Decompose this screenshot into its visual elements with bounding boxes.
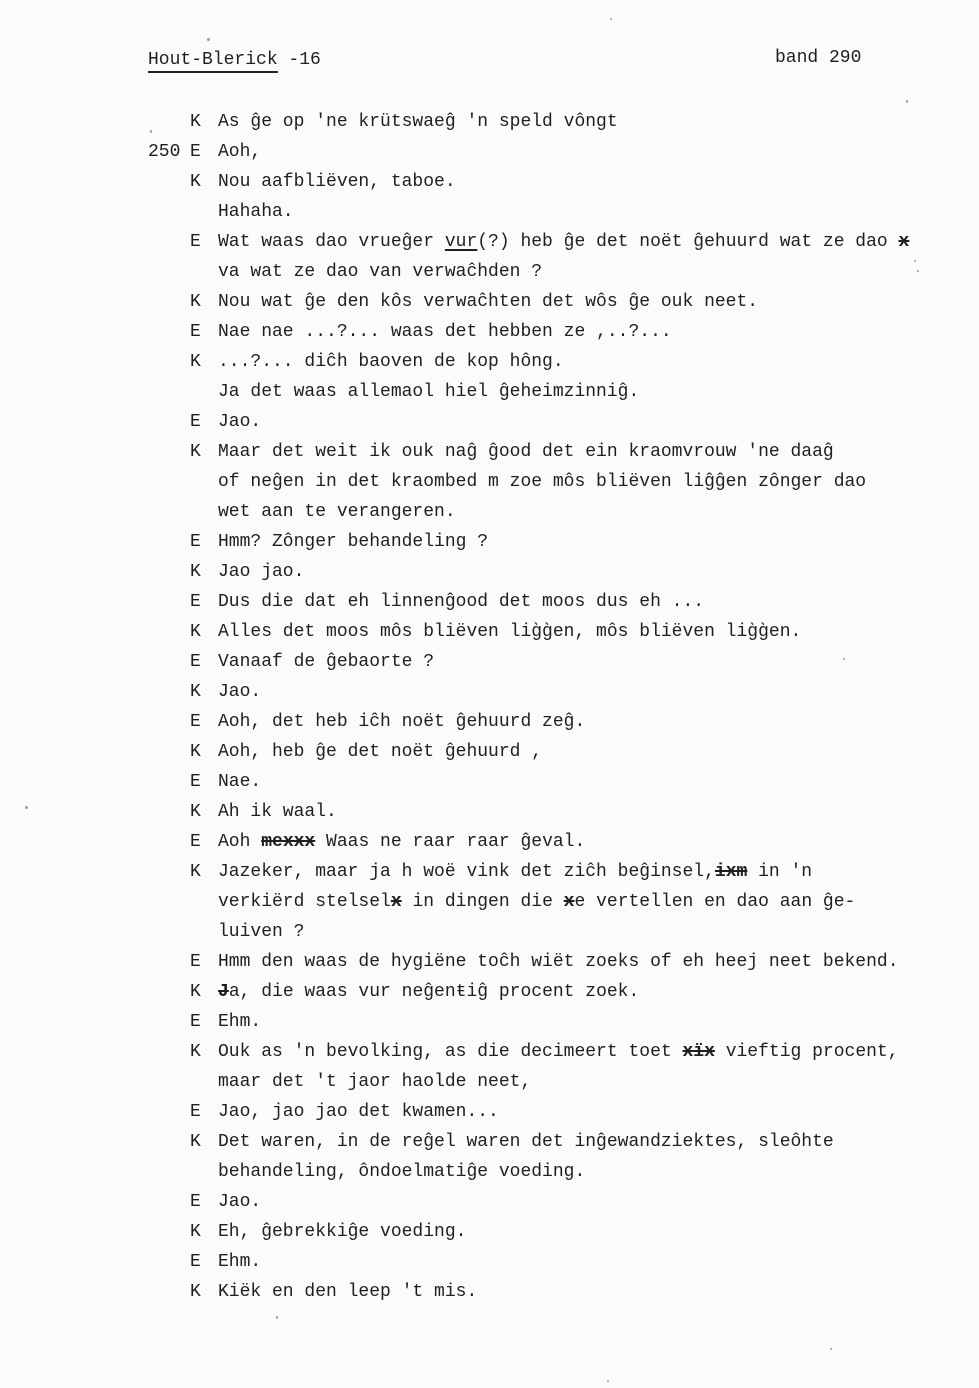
speaker-label: E [190, 652, 201, 672]
line-text [218, 1012, 261, 1032]
line-text [218, 862, 812, 882]
speaker-label: E [190, 322, 201, 342]
text-segment: in dingen die [401, 892, 564, 912]
text-segment: Vanaaf de ĝebaorte ? [218, 652, 435, 672]
line-text [218, 352, 564, 372]
transcript-line [0, 1012, 979, 1042]
scan-speckle [906, 100, 908, 103]
overstruck-word: J [218, 982, 229, 1002]
speaker-label: K [190, 352, 201, 372]
speaker-label: K [190, 1042, 201, 1062]
text-segment: Jao. [218, 682, 262, 702]
text-segment: Alles det moos môs bliëven lig̀g̀en, môs bliëven lig̀g̀en. [218, 622, 802, 642]
band-label: band 290 [775, 48, 862, 68]
text-segment: Dus die dat eh linnenĝood det moos dus eh ... [218, 592, 705, 612]
text-segment: Ehm. [218, 1012, 262, 1032]
transcript-line [0, 292, 979, 322]
line-text [218, 502, 456, 522]
transcript-line [0, 952, 979, 982]
document-title [148, 50, 321, 70]
transcript-line [0, 1192, 979, 1222]
text-segment: Aoh, [218, 142, 262, 162]
overstruck-word: x [563, 892, 575, 912]
text-segment: Nou wat ĝe den kôs verwaĉhten det wôs ĝe ouk neet. [218, 292, 759, 312]
line-text [218, 142, 261, 162]
text-segment: Aoh, det heb iĉh noët ĝehuurd zeĝ. [218, 712, 586, 732]
text-segment: Jao, jao jao det kwamen... [218, 1102, 499, 1122]
text-segment: Ehm. [218, 1252, 262, 1272]
transcript-line [0, 562, 979, 592]
line-text [218, 802, 337, 822]
transcript-line [0, 532, 979, 562]
text-segment: (?) heb ĝe det noët ĝehuurd wat ze dao [477, 232, 899, 252]
line-text [218, 1132, 834, 1152]
text-segment: Aoh [218, 832, 262, 852]
line-text [218, 622, 801, 642]
line-text [218, 1042, 899, 1062]
line-text [218, 532, 488, 552]
line-text [218, 892, 855, 912]
line-text [218, 172, 456, 192]
speaker-label: E [190, 412, 201, 432]
text-segment: luiven ? [218, 922, 305, 942]
transcript-line [0, 442, 979, 472]
speaker-label: E [190, 1252, 201, 1272]
scan-speckle [207, 38, 210, 41]
transcript-line [0, 862, 979, 892]
speaker-label: K [190, 442, 201, 462]
line-text [218, 1102, 499, 1122]
speaker-label: K [190, 982, 201, 1002]
text-segment: Kiëk en den leep 't mis. [218, 1282, 478, 1302]
transcript-line [0, 322, 979, 352]
scan-speckle [917, 270, 919, 272]
line-text [218, 322, 672, 342]
scan-speckle [25, 806, 28, 809]
transcript-line [0, 142, 979, 172]
speaker-label: E [190, 712, 201, 732]
text-segment: Det waren, in de reĝel waren det inĝewandziektes, sleôhte [218, 1132, 834, 1152]
transcript-line [0, 682, 979, 712]
speaker-label: E [190, 592, 201, 612]
text-segment: Aoh, heb ĝe det noët ĝehuurd , [218, 742, 543, 762]
transcript-line [0, 802, 979, 832]
text-segment: Hmm? Zônger behandeling ? [218, 532, 489, 552]
line-text [218, 442, 834, 462]
transcript-line [0, 1132, 979, 1162]
text-segment: Nou aafbliëven, taboe. [218, 172, 456, 192]
transcript-line [0, 472, 979, 502]
document-title-number: -16 [277, 50, 321, 70]
text-segment: maar det 't jaor haolde neet, [218, 1072, 532, 1092]
scan-speckle [843, 658, 845, 660]
transcript-line [0, 232, 979, 262]
text-segment: Hahaha. [218, 202, 294, 222]
text-segment: Jao jao. [218, 562, 305, 582]
text-segment: Jao. [218, 1192, 262, 1212]
line-text [218, 292, 758, 312]
speaker-label: K [190, 562, 201, 582]
transcript-line [0, 1282, 979, 1312]
line-text [218, 232, 909, 252]
text-segment: Wat waas dao vrueĝer [218, 232, 445, 252]
transcript-line [0, 592, 979, 622]
speaker-label: K [190, 862, 201, 882]
line-text [218, 832, 585, 852]
scan-speckle [914, 260, 916, 262]
speaker-label: E [190, 142, 201, 162]
text-segment: As ĝe op 'ne krütswaeĝ 'n speld vôngt [218, 112, 618, 132]
transcript-line [0, 1072, 979, 1102]
line-text [218, 922, 304, 942]
transcript-line [0, 622, 979, 652]
line-text [218, 112, 618, 132]
text-segment: va wat ze dao van verwaĉhden ? [218, 262, 543, 282]
speaker-label: E [190, 232, 201, 252]
line-text [218, 982, 639, 1002]
scan-speckle [830, 1348, 832, 1350]
speaker-label: E [190, 772, 201, 792]
line-text [218, 1162, 585, 1182]
overstruck-word: x [898, 232, 910, 252]
overstruck-word: mexxx [261, 832, 316, 852]
line-text [218, 562, 304, 582]
transcript-line [0, 652, 979, 682]
line-text [218, 202, 294, 222]
transcript [0, 112, 979, 1312]
scan-speckle [276, 1316, 278, 1319]
transcript-line [0, 892, 979, 922]
transcript-line [0, 742, 979, 772]
line-text [218, 952, 899, 972]
line-text [218, 382, 639, 402]
line-text [218, 472, 866, 492]
document-title-place: Hout-Blerick [148, 50, 278, 73]
scan-speckle [150, 130, 152, 133]
speaker-label: K [190, 682, 201, 702]
text-segment: vieftig procent, [714, 1042, 899, 1062]
transcript-line [0, 1252, 979, 1282]
transcript-line [0, 1162, 979, 1192]
text-segment: verkiërd stelsel [218, 892, 391, 912]
line-text [218, 262, 542, 282]
overstruck-word: xïx [682, 1042, 715, 1062]
speaker-label: K [190, 802, 201, 822]
text-segment: e vertellen en dao aan ĝe- [574, 892, 856, 912]
line-number: 250 [148, 142, 181, 162]
speaker-label: K [190, 622, 201, 642]
text-segment: wet aan te verangeren. [218, 502, 456, 522]
scan-speckle [610, 18, 612, 20]
text-segment: of neĝen in det kraombed m zoe môs bliëven liĝĝen zônger dao [218, 472, 867, 492]
transcript-line [0, 112, 979, 142]
line-text [218, 772, 261, 792]
overstruck-word: x [390, 892, 402, 912]
line-text [218, 1282, 477, 1302]
overstruck-word: ixm [714, 862, 748, 882]
text-segment: Maar det weit ik ouk naĝ ĝood det ein kraomvrouw 'ne daaĝ [218, 442, 834, 462]
text-segment: Ouk as 'n bevolking, as die decimeert toet [218, 1042, 683, 1062]
line-text [218, 1222, 466, 1242]
line-text [218, 412, 261, 432]
transcript-line [0, 832, 979, 862]
speaker-label: E [190, 1102, 201, 1122]
line-text [218, 682, 261, 702]
text-segment: Hmm den waas de hygiëne toĉh wiët zoeks of eh heej neet bekend. [218, 952, 899, 972]
speaker-label: K [190, 1222, 201, 1242]
transcript-line [0, 772, 979, 802]
text-segment: Jazeker, maar ja h woë vink det ziĉh beĝinsel, [218, 862, 715, 882]
speaker-label: E [190, 532, 201, 552]
line-text [218, 1252, 261, 1272]
speaker-label: K [190, 112, 201, 132]
text-segment: a, die waas vur neĝenŧiĝ procent zoek. [228, 982, 640, 1002]
text-segment: Jao. [218, 412, 262, 432]
scan-speckle [607, 1380, 609, 1382]
speaker-label: K [190, 292, 201, 312]
speaker-label: E [190, 832, 201, 852]
transcript-line [0, 982, 979, 1012]
speaker-label: K [190, 742, 201, 762]
text-segment: Waas ne raar raar ĝeval. [315, 832, 586, 852]
speaker-label: K [190, 1132, 201, 1152]
transcript-line [0, 1042, 979, 1072]
speaker-label: E [190, 1012, 201, 1032]
text-segment: Nae. [218, 772, 262, 792]
line-text [218, 712, 585, 732]
text-segment: Ja det waas allemaol hiel ĝeheimzinniĝ. [218, 382, 640, 402]
line-text [218, 1072, 531, 1092]
text-segment: Eh, ĝebrekkiĝe voeding. [218, 1222, 467, 1242]
transcript-line [0, 712, 979, 742]
transcript-line [0, 352, 979, 382]
line-text [218, 652, 434, 672]
transcript-line [0, 202, 979, 232]
speaker-label: E [190, 1192, 201, 1212]
line-text [218, 592, 704, 612]
text-segment: Nae nae ...?... waas det hebben ze ,..?... [218, 322, 672, 342]
speaker-label: K [190, 172, 201, 192]
transcript-line [0, 1222, 979, 1252]
transcript-line [0, 1102, 979, 1132]
underlined-word: vur [444, 232, 478, 252]
text-segment: behandeling, ôndoelmatiĝe voeding. [218, 1162, 586, 1182]
transcript-line [0, 172, 979, 202]
text-segment: ...?... diĉh baoven de kop hông. [218, 352, 564, 372]
transcript-line [0, 382, 979, 412]
text-segment: in 'n [747, 862, 813, 882]
transcript-line [0, 262, 979, 292]
text-segment: Ah ik waal. [218, 802, 337, 822]
line-text [218, 1192, 261, 1212]
transcript-line [0, 502, 979, 532]
transcript-line [0, 922, 979, 952]
speaker-label: E [190, 952, 201, 972]
speaker-label: K [190, 1282, 201, 1302]
line-text [218, 742, 542, 762]
transcript-line [0, 412, 979, 442]
